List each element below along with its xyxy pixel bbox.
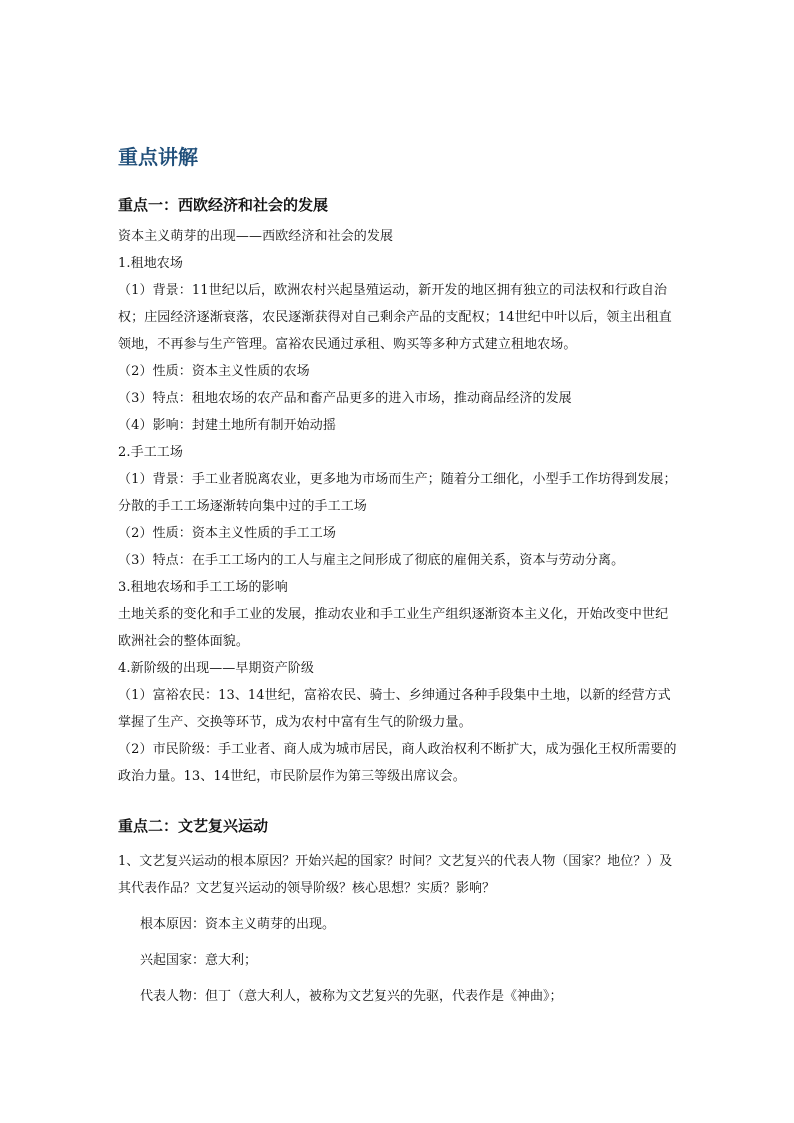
section1-line-9: 3.租地农场和手工工场的影响 [118, 580, 288, 595]
section1-line-11: 4.新阶级的出现——早期资产阶级 [118, 661, 315, 676]
section2-question: 1、文艺复兴运动的根本原因？开始兴起的国家？时间？文艺复兴的代表人物（国家？地位？）及其代表作品？文艺复兴运动的领导阶级？核心思想？实质？影响？ [118, 854, 673, 896]
section-heading-1: 重点一：西欧经济和社会的发展 [118, 196, 329, 214]
section1-line-5: 2.手工工场 [118, 445, 184, 460]
section2-answer-2: 代表人物：但丁（意大利人，被称为文艺复兴的先驱，代表作是《神曲》； [140, 989, 563, 1004]
section2-answer-0: 根本原因：资本主义萌芽的出现。 [140, 917, 336, 932]
section1-line-13: （2）市民阶级：手工业者、商人成为城市居民，商人政治权利不断扩大，成为强化王权所需要的政治力量。13、14世纪，市民阶层作为第三等级出席议会。 [118, 742, 677, 784]
section1-line-1: （1）背景：11世纪以后，欧洲农村兴起垦殖运动，新开发的地区拥有独立的司法权和行政自治权；庄园经济逐渐衰落，农民逐渐获得对自己剩余产品的支配权；14世纪中叶以后，领主出租直领地，不再参与生产管理。富裕农民通过承租、购买等多种方式建立租地农场。 [118, 283, 672, 352]
section1-line-8: （3）特点：在手工工场内的工人与雇主之间形成了彻底的雇佣关系，资本与劳动分离。 [118, 553, 625, 568]
document-content [118, 143, 678, 1019]
section1-intro: 资本主义萌芽的出现——西欧经济和社会的发展 [118, 229, 394, 244]
section1-line-7: （2）性质：资本主义性质的手工工场 [118, 526, 336, 541]
section1-line-10: 土地关系的变化和手工业的发展，推动农业和手工业生产组织逐渐资本主义化，开始改变中世纪欧洲社会的整体面貌。 [118, 607, 669, 649]
section1-line-2: （2）性质：资本主义性质的农场 [118, 364, 310, 379]
section2-answer-1: 兴起国家：意大利； [140, 953, 258, 968]
section-spacer [118, 790, 678, 814]
page-title: 重点讲解 [118, 145, 198, 169]
section1-line-4: （4）影响：封建土地所有制开始动摇 [118, 418, 336, 433]
section1-line-6: （1）背景：手工业者脱离农业，更多地为市场而生产；随着分工细化，小型手工作坊得到发展；分散的手工工场逐渐转向集中过的手工工场 [118, 472, 677, 514]
section-heading-2: 重点二：文艺复兴运动 [118, 817, 269, 835]
section1-line-3: （3）特点：租地农场的农产品和畜产品更多的进入市场，推动商品经济的发展 [118, 391, 572, 406]
section1-line-0: 1.租地农场 [118, 256, 184, 271]
section1-line-12: （1）富裕农民：13、14世纪，富裕农民、骑士、乡绅通过各种手段集中土地，以新的经营方式掌握了生产、交换等环节，成为农村中富有生气的阶级力量。 [118, 688, 671, 730]
